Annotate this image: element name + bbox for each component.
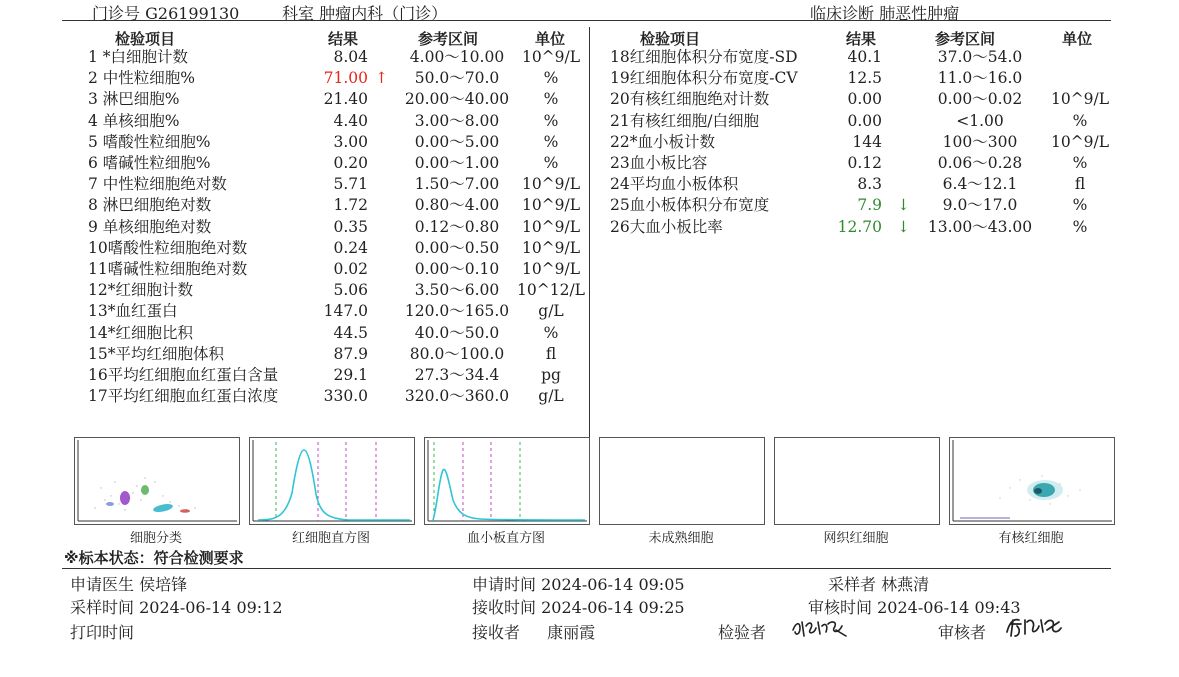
graph-caption-reticulocyte: 网织红细胞 — [823, 531, 889, 546]
result-row — [0, 47, 1179, 68]
tester — [718, 620, 766, 643]
result-row — [0, 301, 1179, 322]
request-time-value: 2024-06-14 09:05 — [541, 575, 685, 594]
test-unit: 10^9/L — [521, 196, 581, 215]
test-reference-range: 320.0～360.0 — [404, 387, 510, 406]
left-col-unit-header: 单位 — [535, 30, 566, 48]
test-name: 23血小板比容 — [610, 154, 708, 172]
test-unit: % — [1072, 154, 1088, 172]
diagnosis-label: 临床诊断 — [810, 4, 875, 23]
test-reference-range: 9.0～17.0 — [942, 196, 1018, 215]
test-name: 6 嗜碱性粒细胞% — [88, 154, 211, 172]
result-row — [0, 153, 1179, 174]
test-result: 147.0 — [323, 302, 368, 321]
request-time-label: 申请时间 — [472, 575, 537, 594]
test-result: 71.00 — [323, 69, 368, 88]
header-divider — [62, 20, 1111, 21]
left-col-ref-header: 参考区间 — [418, 30, 479, 48]
result-row — [0, 323, 1179, 344]
test-result: 0.00 — [847, 90, 882, 109]
test-name: 15*平均红细胞体积 — [88, 344, 224, 363]
test-result: 5.71 — [333, 175, 368, 194]
test-unit: 10^9/L — [1050, 90, 1110, 109]
scatter-nrbc — [949, 437, 1115, 525]
test-result: 12.70 — [837, 217, 882, 236]
test-result: 3.00 — [333, 132, 368, 151]
result-row — [0, 365, 1179, 386]
request-time — [472, 572, 685, 595]
test-name: 22*血小板计数 — [610, 132, 715, 151]
test-unit: 10^9/L — [1050, 132, 1110, 151]
result-row — [0, 132, 1179, 153]
test-unit: fl — [545, 344, 557, 363]
result-row — [0, 68, 1179, 89]
test-unit: % — [1072, 111, 1088, 130]
test-unit: % — [543, 111, 559, 130]
test-unit: fl — [1074, 175, 1086, 194]
test-result: 0.02 — [333, 260, 368, 278]
test-name: 11嗜碱性粒细胞绝对数 — [88, 260, 248, 278]
test-name: 4 单核细胞% — [88, 111, 180, 130]
test-reference-range: 4.00～10.00 — [409, 48, 505, 66]
test-name: 7 中性粒细胞绝对数 — [88, 175, 227, 194]
test-name: 12*红细胞计数 — [88, 281, 193, 300]
collect-time-label: 采样时间 — [70, 598, 135, 617]
test-reference-range: 37.0～54.0 — [937, 48, 1023, 66]
test-result: 8.3 — [857, 175, 882, 194]
diagnosis-value: 肺恶性肿瘤 — [879, 4, 960, 23]
department-value: 肿瘤内科（门诊） — [319, 4, 448, 23]
test-reference-range: 0.00～5.00 — [414, 132, 500, 151]
graph-caption-rbc: 红细胞直方图 — [291, 531, 370, 546]
graph-caption-nrbc: 有核红细胞 — [998, 531, 1064, 546]
result-row — [0, 386, 1179, 407]
left-col-result-header: 结果 — [328, 30, 359, 48]
test-name: 21有核红细胞/白细胞 — [610, 111, 759, 130]
test-name: 18红细胞体积分布宽度-SD — [610, 48, 798, 66]
test-name: 20有核红细胞绝对计数 — [610, 90, 770, 109]
review-time-label: 审核时间 — [808, 598, 873, 617]
test-unit: pg — [541, 366, 561, 384]
result-row — [0, 217, 1179, 238]
print-time-label: 打印时间 — [70, 623, 135, 642]
test-unit: % — [1072, 217, 1088, 236]
test-reference-range: 27.3～34.4 — [414, 366, 500, 384]
test-unit: 10^9/L — [521, 260, 581, 278]
test-name: 24平均血小板体积 — [610, 175, 739, 194]
test-unit: 10^9/L — [521, 238, 581, 257]
test-name: 8 淋巴细胞绝对数 — [88, 196, 212, 215]
result-row — [0, 259, 1179, 280]
test-reference-range: 0.00～0.10 — [414, 260, 500, 278]
test-reference-range: 13.00～43.00 — [927, 217, 1033, 236]
low-flag-icon: ↓ — [897, 196, 910, 215]
test-name: 25血小板体积分布宽度 — [610, 196, 770, 215]
receiver-label: 接收者 — [472, 623, 521, 642]
test-reference-range: 20.00～40.00 — [404, 90, 510, 109]
test-result: 144 — [852, 132, 882, 151]
tester-signature — [790, 616, 850, 640]
test-unit: 10^9/L — [521, 48, 581, 66]
test-unit: % — [543, 154, 559, 172]
graph-caption-plt: 血小板直方图 — [466, 531, 545, 546]
test-result: 29.1 — [333, 366, 368, 384]
collector-label: 采样者 — [828, 575, 877, 594]
test-unit: % — [543, 132, 559, 151]
test-reference-range: 11.0～16.0 — [937, 69, 1023, 88]
test-result: 7.9 — [857, 196, 882, 215]
plt-histogram-plot — [425, 438, 589, 524]
graph-caption-cell-classification: 细胞分类 — [129, 531, 182, 546]
collector-value: 林燕清 — [881, 575, 930, 594]
low-flag-icon: ↓ — [897, 217, 910, 236]
test-reference-range: 80.0～100.0 — [409, 344, 505, 363]
histogram-plt — [424, 437, 590, 525]
test-reference-range: 6.4～12.1 — [942, 175, 1018, 194]
test-result: 330.0 — [323, 387, 368, 406]
review-time — [808, 595, 1021, 618]
test-reference-range: 0.00～1.00 — [414, 154, 500, 172]
test-name: 14*红细胞比积 — [88, 323, 193, 342]
result-row — [0, 111, 1179, 132]
scatter-cell-classification — [74, 437, 240, 525]
specimen-status: ※标本状态：符合检测要求 — [64, 549, 244, 567]
test-reference-range: 0.00～0.02 — [937, 90, 1023, 109]
result-row — [0, 344, 1179, 365]
test-name: 19红细胞体积分布宽度-CV — [610, 69, 798, 88]
test-unit: 10^12/L — [517, 281, 585, 300]
test-name: 17平均红细胞血红蛋白浓度 — [88, 387, 279, 406]
test-unit: g/L — [538, 387, 564, 406]
print-time — [70, 620, 134, 643]
request-doctor — [70, 572, 187, 595]
request-doctor-value: 侯培锋 — [139, 575, 188, 594]
test-reference-range: 0.00～0.50 — [414, 238, 500, 257]
right-col-result-header: 结果 — [846, 30, 877, 48]
department-label: 科室 — [282, 4, 315, 23]
test-result: 21.40 — [323, 90, 368, 109]
scatter-plot-wbc — [75, 438, 239, 524]
test-reference-range: 1.50～7.00 — [414, 175, 500, 194]
test-unit: % — [543, 69, 559, 88]
test-result: 4.40 — [333, 111, 368, 130]
test-result: 0.12 — [847, 154, 882, 172]
test-result: 0.00 — [847, 111, 882, 130]
test-name: 26大血小板比率 — [610, 217, 723, 236]
test-name: 1 *白细胞计数 — [88, 48, 189, 66]
reviewer — [938, 620, 986, 643]
test-result: 12.5 — [847, 69, 882, 88]
receive-time-value: 2024-06-14 09:25 — [541, 598, 685, 617]
reviewer-signature — [1003, 614, 1065, 640]
footer-divider — [62, 568, 1111, 569]
clinic-number-label: 门诊号 — [92, 4, 141, 23]
histogram-rbc — [249, 437, 415, 525]
test-reference-range: 120.0～165.0 — [404, 302, 510, 321]
graph-caption-immature: 未成熟细胞 — [648, 531, 714, 546]
test-result: 5.06 — [333, 281, 368, 300]
result-row — [0, 89, 1179, 110]
test-reference-range: 3.00～8.00 — [414, 111, 500, 130]
test-result: 87.9 — [333, 344, 368, 363]
rbc-histogram-plot — [250, 438, 414, 524]
collect-time-value: 2024-06-14 09:12 — [139, 598, 283, 617]
test-name: 2 中性粒细胞% — [88, 69, 196, 88]
test-reference-range: 3.50～6.00 — [414, 281, 500, 300]
right-col-item-header: 检验项目 — [640, 30, 701, 48]
test-reference-range: 0.80～4.00 — [414, 196, 500, 215]
right-col-ref-header: 参考区间 — [935, 30, 996, 48]
test-name: 10嗜酸性粒细胞绝对数 — [88, 238, 248, 257]
receive-time-label: 接收时间 — [472, 598, 537, 617]
test-result: 0.35 — [333, 217, 368, 236]
test-unit: % — [1072, 196, 1088, 215]
result-row — [0, 280, 1179, 301]
result-row — [0, 238, 1179, 259]
test-unit: % — [543, 323, 559, 342]
result-row — [0, 195, 1179, 216]
test-unit: g/L — [538, 302, 564, 321]
scatter-reticulocyte — [774, 437, 940, 525]
test-unit: % — [543, 90, 559, 109]
reviewer-label: 审核者 — [938, 623, 987, 642]
test-name: 3 淋巴细胞% — [88, 90, 180, 109]
receive-time — [472, 595, 685, 618]
tester-label: 检验者 — [718, 623, 767, 642]
test-name: 16平均红细胞血红蛋白含量 — [88, 366, 279, 384]
test-reference-range: 0.06～0.28 — [937, 154, 1023, 172]
collect-time — [70, 595, 283, 618]
test-reference-range: 100～300 — [942, 132, 1018, 151]
test-result: 1.72 — [333, 196, 368, 215]
request-doctor-label: 申请医生 — [70, 575, 135, 594]
test-result: 0.20 — [333, 154, 368, 172]
test-reference-range: 40.0～50.0 — [414, 323, 500, 342]
test-result: 0.24 — [333, 238, 368, 257]
right-col-unit-header: 单位 — [1062, 30, 1093, 48]
test-reference-range: 50.0～70.0 — [414, 69, 500, 88]
test-reference-range: <1.00 — [956, 111, 1004, 130]
test-reference-range: 0.12～0.80 — [414, 217, 500, 236]
test-unit: 10^9/L — [521, 175, 581, 194]
test-name: 5 嗜酸性粒细胞% — [88, 132, 211, 151]
high-flag-icon: ↑ — [375, 69, 388, 88]
test-result: 8.04 — [333, 48, 368, 66]
receiver-value: 康丽霞 — [547, 623, 596, 642]
receiver — [472, 620, 595, 643]
left-col-item-header: 检验项目 — [115, 30, 176, 48]
clinic-number-value: G26199130 — [145, 4, 240, 23]
test-unit: 10^9/L — [521, 217, 581, 236]
scatter-immature-cells — [599, 437, 765, 525]
review-time-value: 2024-06-14 09:43 — [877, 598, 1021, 617]
test-result: 40.1 — [847, 48, 882, 66]
collector — [828, 572, 929, 595]
nrbc-scatter-plot — [950, 438, 1114, 524]
test-name: 9 单核细胞绝对数 — [88, 217, 212, 236]
result-row — [0, 174, 1179, 195]
test-result: 44.5 — [333, 323, 368, 342]
test-name: 13*血红蛋白 — [88, 302, 178, 321]
